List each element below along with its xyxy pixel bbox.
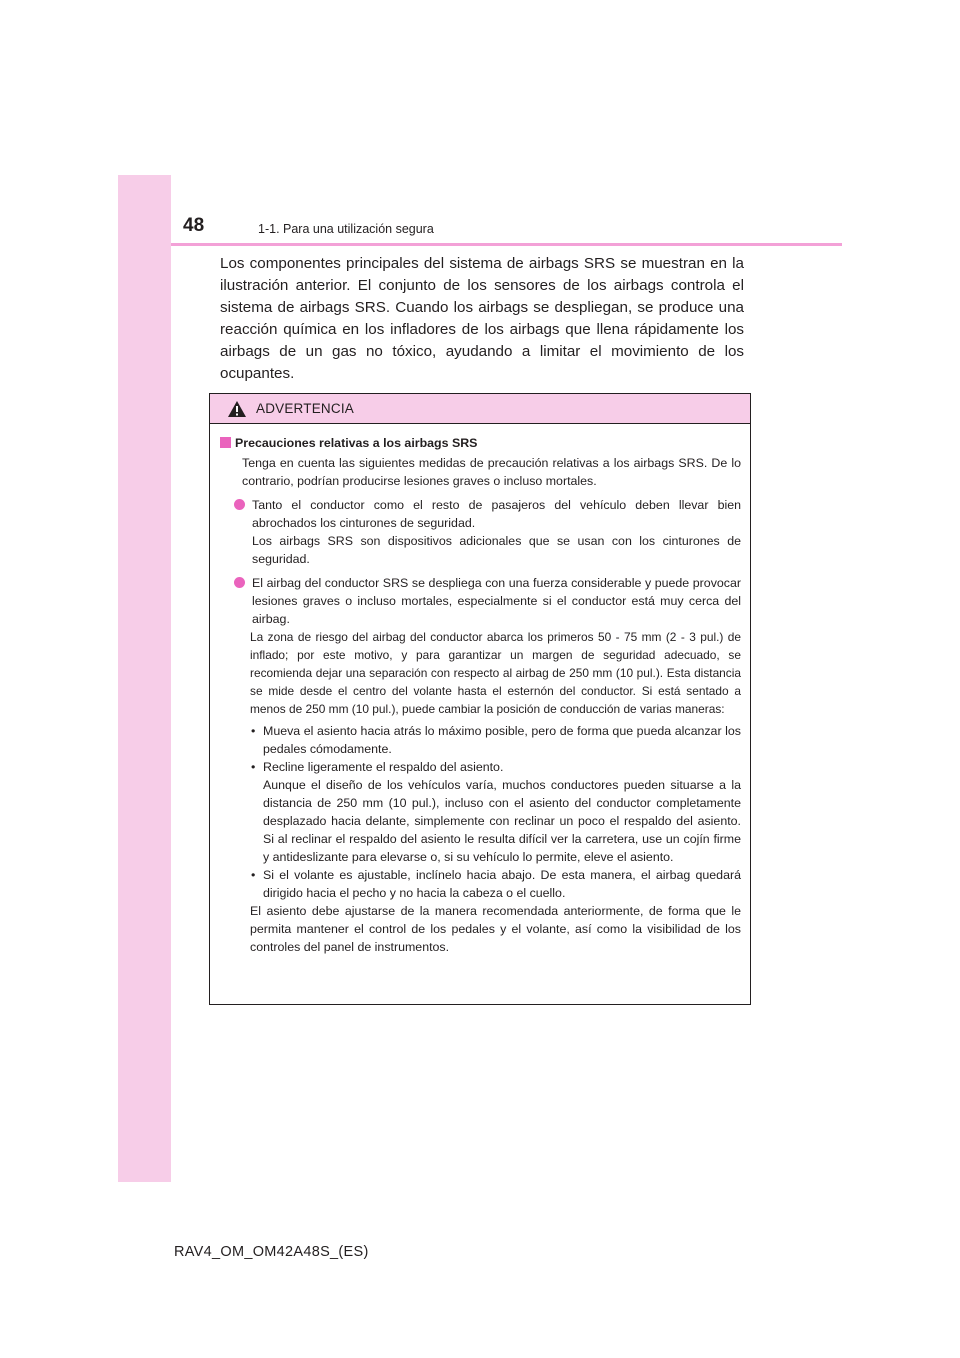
point-1-line-2: Los airbags SRS son dispositivos adicionales que se usan con los cinturones de seguridad.: [252, 534, 741, 566]
header-rule: [171, 243, 842, 246]
warning-header: [210, 394, 750, 424]
warning-box: [209, 393, 751, 1005]
warning-title: ADVERTENCIA: [256, 401, 354, 416]
square-bullet-icon: [220, 437, 231, 448]
warning-point-2: [218, 574, 741, 628]
bullet-list: [218, 722, 741, 902]
intro-paragraph: Los componentes principales del sistema de airbags SRS se muestran en la ilustración anterior. El conjunto de los sensores de los airbags controla el sistema de airbags SRS. Cuando los airbags se despliegan, se produce una reacción química en los infladores de los airbags que llena rápidamente los airbags de un gas no tóxico, ayudando a limitar el movimiento de los ocupantes.: [220, 255, 744, 382]
page-number: 48: [183, 215, 205, 236]
bullet-mark: •: [251, 724, 256, 738]
warning-heading-text: Precauciones relativas a los airbags SRS: [235, 436, 478, 450]
warning-heading: [218, 434, 741, 452]
list-item: • Recline ligeramente el respaldo del asiento. Aunque el diseño de los vehículos varía, muchos conductores pueden situarse a la distancia de 250 mm (10 pul.), incluso con el asiento del conductor completamente desplazado hacia delante, simplemente con reclinar un poco el respaldo del asiento. Si al reclinar el respaldo del asiento le resulta difícil ver la carretera, use un cojín firme y antideslizante para elevarse o, si su vehículo lo permite, eleve el asiento.: [251, 760, 741, 864]
side-color-band: [118, 175, 171, 1182]
circle-bullet-icon: [234, 577, 245, 588]
warning-closing: El asiento debe ajustarse de la manera recomendada anteriormente, de forma que le permita mantener el control de los pedales y el volante, así como la visibilidad de los controles del panel de instrumentos.: [250, 904, 741, 954]
section-title: 1-1. Para una utilización segura: [258, 222, 434, 236]
bullet-mark: •: [251, 760, 256, 774]
warning-point-1: [218, 496, 741, 568]
list-item: • Mueva el asiento hacia atrás lo máximo posible, pero de forma que pueda alcanzar los pedales cómodamente.: [251, 724, 741, 756]
warning-lead: Tenga en cuenta las siguientes medidas de precaución relativas a los airbags SRS. De lo contrario, podrían producirse lesiones graves o incluso mortales.: [242, 456, 741, 488]
bullet-2-detail: Aunque el diseño de los vehículos varía, muchos conductores pueden situarse a la distancia de 250 mm (10 pul.), incluso con el asiento del conductor completamente desplazado hacia delante, simplemente con reclinar un poco el respaldo del asiento. Si al reclinar el respaldo del asiento le resulta difícil ver la carretera, use un cojín firme y antideslizante para elevarse o, si su vehículo lo permite, eleve el asiento.: [263, 778, 741, 864]
warning-triangle-icon: [227, 400, 247, 418]
bullet-mark: •: [251, 868, 256, 882]
list-item: • Si el volante es ajustable, inclínelo hacia abajo. De esta manera, el airbag quedará dirigido hacia el pecho y no hacia la cabeza o el cuello.: [251, 868, 741, 900]
circle-bullet-icon: [234, 499, 245, 510]
point-2-text: El airbag del conductor SRS se despliega con una fuerza considerable y puede provocar lesiones graves o incluso mortales, especialmente si el conductor está muy cerca del airbag.: [252, 576, 741, 626]
warning-note: La zona de riesgo del airbag del conductor abarca los primeros 50 - 75 mm (2 - 3 pul.) de inflado; por este motivo, y para garantizar un margen de seguridad adecuado, se recomienda dejar una separación con respecto al airbag de 250 mm (10 pul.). Esta distancia se mide desde el centro del volante hasta el esternón del conductor. Si está sentado a menos de 250 mm (10 pul.), puede cambiar la posición de conducción de varias maneras:: [250, 630, 741, 716]
footer-code: RAV4_OM_OM42A48S_(ES): [174, 1244, 369, 1260]
point-1-line-1: Tanto el conductor como el resto de pasajeros del vehículo deben llevar bien abrochados los cinturones de seguridad.: [252, 498, 741, 530]
warning-body: [210, 424, 750, 956]
